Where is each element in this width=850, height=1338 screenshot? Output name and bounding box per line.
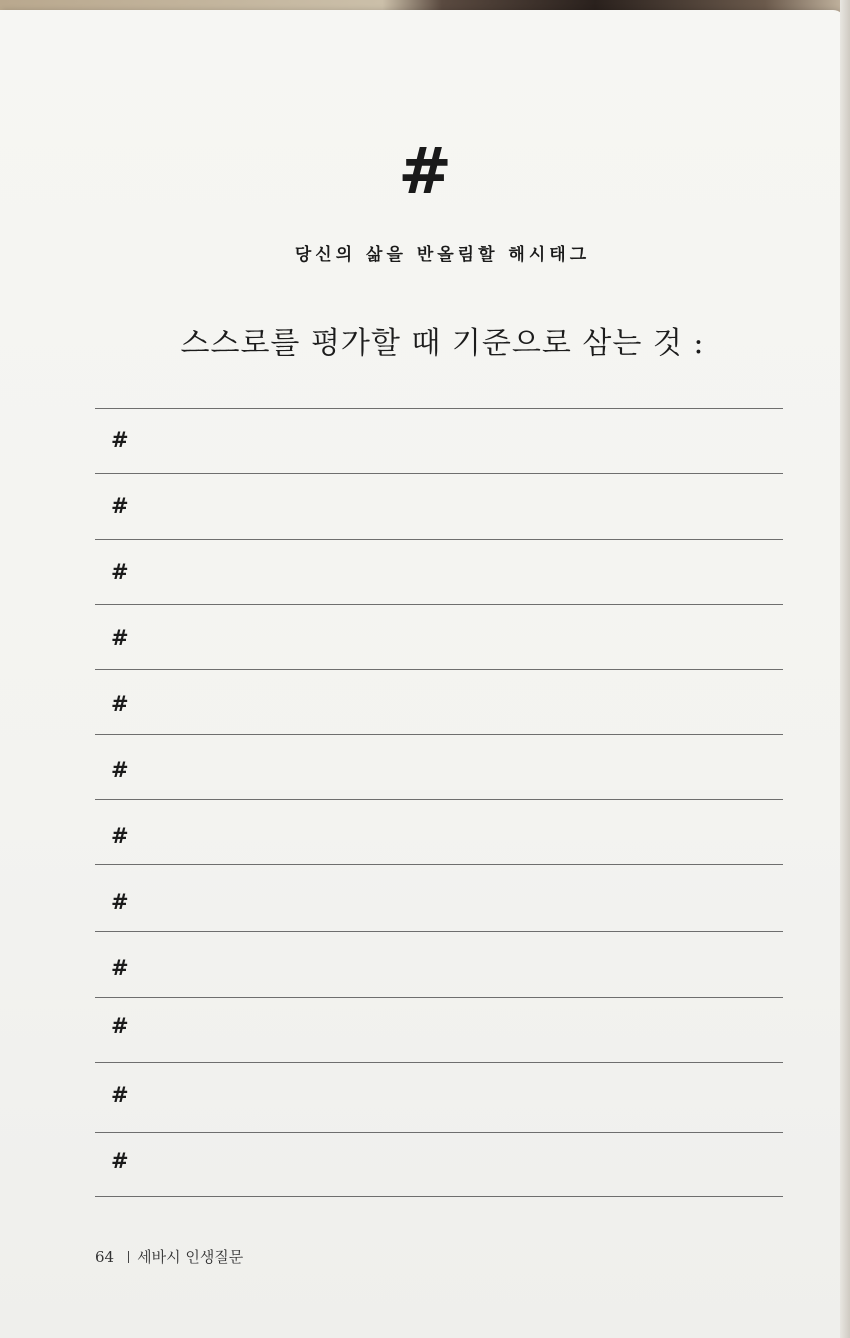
writing-line bbox=[95, 473, 783, 474]
writing-line bbox=[95, 997, 783, 998]
entry-hash-marker: # bbox=[111, 626, 129, 650]
question-prompt: 스스로를 평가할 때 기준으로 삼는 것 : bbox=[180, 326, 705, 361]
entry-hash-marker: # bbox=[111, 890, 129, 914]
writing-line bbox=[95, 1062, 783, 1063]
writing-line bbox=[95, 931, 783, 932]
writing-line bbox=[95, 1132, 783, 1133]
writing-line bbox=[95, 864, 783, 865]
writing-line bbox=[95, 734, 783, 735]
section-subtitle: 당신의 삶을 반올림할 해시태그 bbox=[294, 245, 591, 265]
entry-hash-marker: # bbox=[111, 1014, 129, 1038]
entry-hash-marker: # bbox=[111, 560, 129, 584]
page-number: 64 bbox=[95, 1248, 115, 1266]
writing-line bbox=[95, 799, 783, 800]
writing-line bbox=[95, 408, 783, 409]
entry-hash-marker: # bbox=[111, 758, 129, 782]
page-footer bbox=[95, 1246, 243, 1267]
book-page bbox=[0, 10, 845, 1338]
entry-hash-marker: # bbox=[111, 692, 129, 716]
writing-line bbox=[95, 1196, 783, 1197]
entry-hash-marker: # bbox=[111, 428, 129, 452]
writing-line bbox=[95, 604, 783, 605]
hashtag-icon: # bbox=[398, 135, 452, 209]
entry-hash-marker: # bbox=[111, 956, 129, 980]
entry-hash-marker: # bbox=[111, 1083, 129, 1107]
footer-separator bbox=[128, 1251, 129, 1263]
entry-hash-marker: # bbox=[111, 1149, 129, 1173]
writing-line bbox=[95, 539, 783, 540]
writing-line bbox=[95, 669, 783, 670]
book-title: 세바시 인생질문 bbox=[137, 1248, 244, 1266]
entry-hash-marker: # bbox=[111, 824, 129, 848]
entry-hash-marker: # bbox=[111, 494, 129, 518]
